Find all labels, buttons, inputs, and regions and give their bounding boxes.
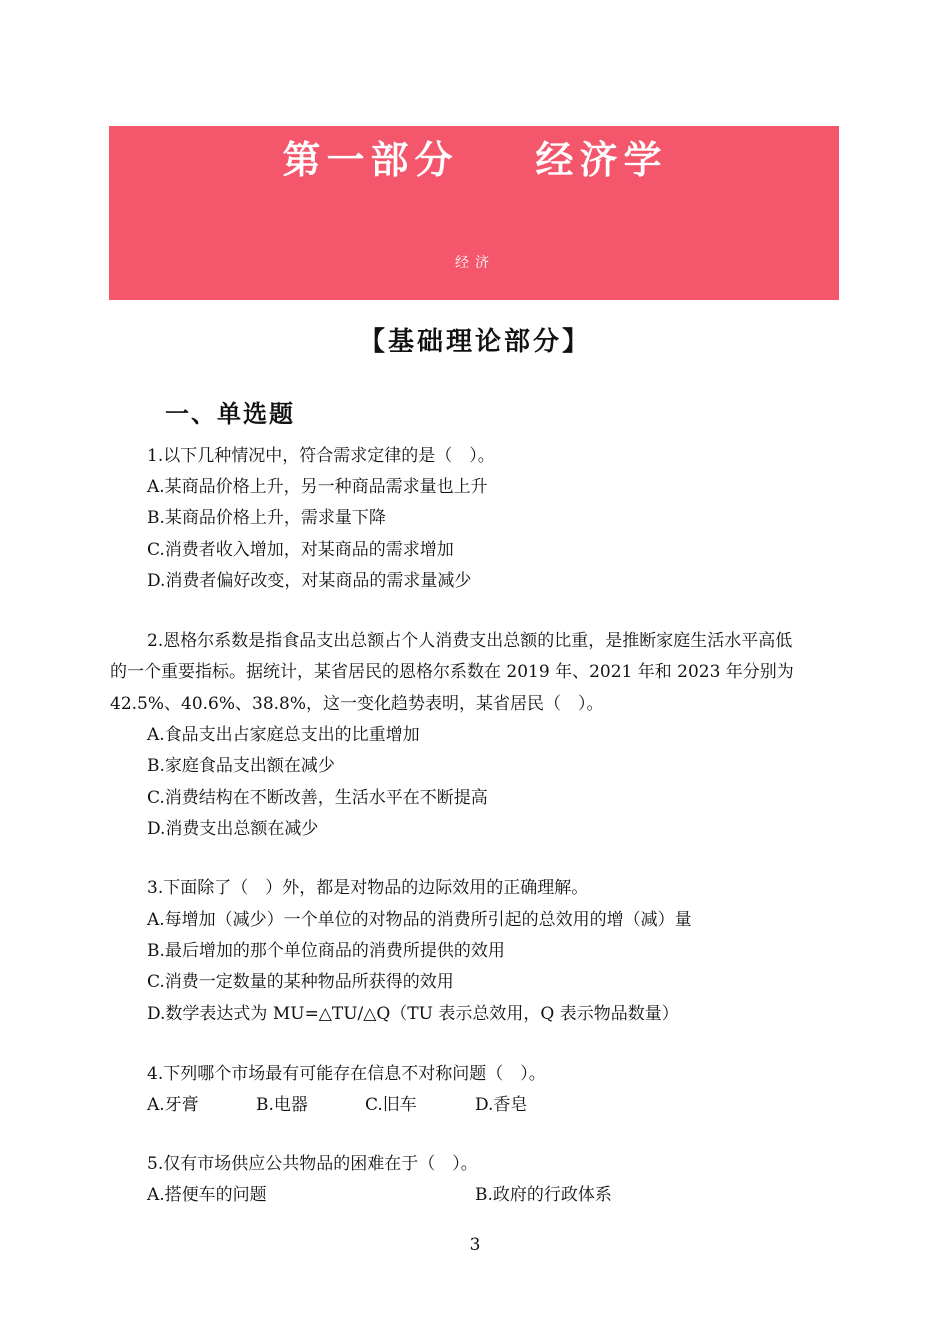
question-2-stem-line-3: 42.5%、40.6%、38.8%，这一变化趋势表明，某省居民（ ）。 (110, 694, 604, 714)
question-3-option-a: A.每增加（减少）一个单位的对物品的消费所引起的总效用的增（减）量 (147, 910, 692, 930)
part-subtitle: 经济 (455, 255, 495, 271)
part-title: 第一部分 经济学 (282, 138, 668, 182)
question-type-heading: 一、单选题 (165, 400, 295, 428)
question-5-option-b: B.政府的行政体系 (475, 1185, 612, 1205)
question-5-option-a: A.搭便车的问题 (147, 1185, 267, 1205)
question-1-option-b: B.某商品价格上升，需求量下降 (147, 508, 386, 528)
question-4-option-c: C.旧车 (365, 1095, 417, 1115)
question-1-option-d: D.消费者偏好改变，对某商品的需求量减少 (147, 571, 472, 591)
section-title: 【基础理论部分】 (358, 327, 591, 357)
question-4-option-a: A.牙膏 (147, 1095, 199, 1115)
question-4-stem: 4.下列哪个市场最有可能存在信息不对称问题（ ）。 (147, 1064, 546, 1084)
question-1-stem: 1.以下几种情况中，符合需求定律的是（ ）。 (147, 446, 495, 466)
question-3-option-b: B.最后增加的那个单位商品的消费所提供的效用 (147, 941, 505, 961)
question-4-option-d: D.香皂 (475, 1095, 528, 1115)
question-3-stem: 3.下面除了（ ）外，都是对物品的边际效用的正确理解。 (147, 878, 589, 898)
question-3-option-c: C.消费一定数量的某种物品所获得的效用 (147, 972, 454, 992)
question-3-option-d: D.数学表达式为 MU=△TU/△Q（TU 表示总效用，Q 表示物品数量） (147, 1004, 679, 1024)
question-4-option-b: B.电器 (256, 1095, 308, 1115)
question-2-option-c: C.消费结构在不断改善，生活水平在不断提高 (147, 788, 488, 808)
question-2-stem-line-1: 2.恩格尔系数是指食品支出总额占个人消费支出总额的比重，是推断家庭生活水平高低 (147, 631, 793, 651)
question-2-option-a: A.食品支出占家庭总支出的比重增加 (147, 725, 420, 745)
question-2-stem-line-2: 的一个重要指标。据统计，某省居民的恩格尔系数在 2019 年、2021 年和 2023 年分别为 (110, 662, 794, 682)
question-5-stem: 5.仅有市场供应公共物品的困难在于（ ）。 (147, 1154, 478, 1174)
question-2-option-b: B.家庭食品支出额在减少 (147, 756, 335, 776)
question-1-option-c: C.消费者收入增加，对某商品的需求增加 (147, 540, 454, 560)
page-number: 3 (469, 1235, 481, 1255)
question-1-option-a: A.某商品价格上升，另一种商品需求量也上升 (147, 477, 488, 497)
question-2-option-d: D.消费支出总额在减少 (147, 819, 319, 839)
